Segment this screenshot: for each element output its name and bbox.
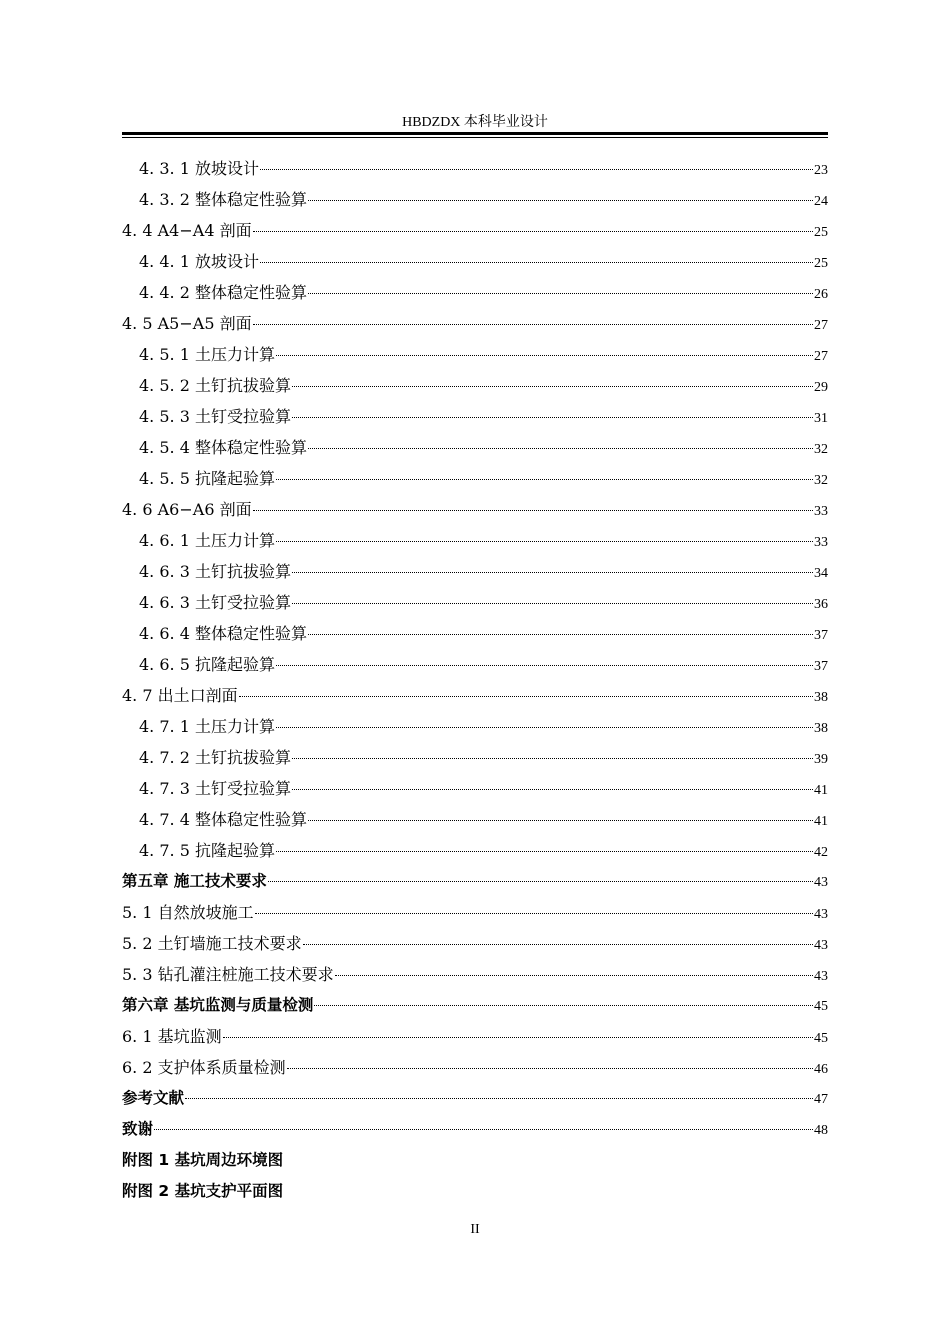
toc-entry-title: 4. 7 出土口剖面 bbox=[122, 686, 238, 705]
toc-entry[interactable] bbox=[122, 773, 828, 804]
toc-entry[interactable] bbox=[122, 742, 828, 773]
toc-entry-title: 4. 4 A4−A4 剖面 bbox=[122, 221, 252, 240]
toc-entry-title: 4. 5. 4 整体稳定性验算 bbox=[139, 438, 307, 457]
toc-entry-title: 4. 7. 2 土钉抗拔验算 bbox=[139, 748, 291, 767]
toc-entry-page: 41 bbox=[814, 783, 828, 798]
toc-entry-title: 4. 6. 3 土钉抗拔验算 bbox=[139, 562, 291, 581]
toc-dot-leader bbox=[308, 447, 813, 449]
toc-dot-leader bbox=[303, 943, 813, 945]
toc-entry-title: 4. 6. 1 土压力计算 bbox=[139, 531, 275, 550]
toc-dot-leader bbox=[335, 974, 813, 976]
toc-dot-leader bbox=[268, 880, 813, 882]
toc-entry-page: 29 bbox=[814, 380, 828, 395]
toc-dot-leader bbox=[260, 168, 813, 170]
toc-dot-leader bbox=[276, 726, 813, 728]
toc-entry[interactable] bbox=[122, 959, 828, 990]
toc-dot-leader bbox=[253, 230, 813, 232]
toc-entry-title: 6. 2 支护体系质量检测 bbox=[122, 1058, 286, 1077]
toc-dot-leader bbox=[185, 1097, 813, 1099]
toc-entry-page: 45 bbox=[814, 1031, 828, 1046]
toc-entry-title: 4. 7. 4 整体稳定性验算 bbox=[139, 810, 307, 829]
toc-entry-page: 43 bbox=[814, 938, 828, 953]
toc-entry-title: 4. 6 A6−A6 剖面 bbox=[122, 500, 252, 519]
toc-entry[interactable] bbox=[122, 835, 828, 866]
toc-dot-leader bbox=[314, 1004, 813, 1006]
toc-entry[interactable] bbox=[122, 618, 828, 649]
toc-dot-leader bbox=[276, 354, 813, 356]
header-rule-thin bbox=[122, 137, 828, 138]
toc-entry-title: 第六章 基坑监测与质量检测 bbox=[122, 996, 314, 1014]
toc-dot-leader bbox=[308, 819, 813, 821]
toc-dot-leader bbox=[292, 788, 813, 790]
toc-entry-page: 47 bbox=[814, 1092, 828, 1107]
toc-dot-leader bbox=[308, 199, 813, 201]
toc-entry-page: 27 bbox=[814, 349, 828, 364]
toc-entry[interactable] bbox=[122, 1083, 828, 1114]
toc-entry[interactable] bbox=[122, 1176, 828, 1207]
toc-entry-title: 4. 4. 1 放坡设计 bbox=[139, 252, 259, 271]
toc-entry-page: 23 bbox=[814, 163, 828, 178]
toc-entry-page: 43 bbox=[814, 907, 828, 922]
toc-entry-title: 4. 7. 3 土钉受拉验算 bbox=[139, 779, 291, 798]
toc-entry[interactable] bbox=[122, 184, 828, 215]
toc-dot-leader bbox=[287, 1067, 813, 1069]
toc-dot-leader bbox=[260, 261, 813, 263]
toc-entry-page: 41 bbox=[814, 814, 828, 829]
toc-entry-page: 25 bbox=[814, 256, 828, 271]
toc-entry-title: 附图 2 基坑支护平面图 bbox=[122, 1182, 284, 1200]
toc-dot-leader bbox=[276, 540, 813, 542]
toc-entry-page: 46 bbox=[814, 1062, 828, 1077]
toc-entry-page: 27 bbox=[814, 318, 828, 333]
header-rule-thick bbox=[122, 132, 828, 135]
toc-entry-page: 25 bbox=[814, 225, 828, 240]
toc-entry-page: 24 bbox=[814, 194, 828, 209]
toc-entry-title: 4. 4. 2 整体稳定性验算 bbox=[139, 283, 307, 302]
toc-entry-title: 致谢 bbox=[122, 1120, 154, 1138]
toc-entry-page: 26 bbox=[814, 287, 828, 302]
toc-dot-leader bbox=[276, 478, 813, 480]
table-of-contents bbox=[122, 153, 828, 1207]
toc-entry-page: 45 bbox=[814, 999, 828, 1014]
toc-dot-leader bbox=[253, 509, 813, 511]
toc-entry-page: 39 bbox=[814, 752, 828, 767]
page-number: II bbox=[470, 1222, 480, 1237]
toc-dot-leader bbox=[308, 292, 813, 294]
toc-entry-title: 4. 7. 5 抗隆起验算 bbox=[139, 841, 275, 860]
toc-entry-page: 38 bbox=[814, 721, 828, 736]
toc-entry[interactable] bbox=[122, 711, 828, 742]
toc-entry[interactable] bbox=[122, 277, 828, 308]
toc-entry[interactable] bbox=[122, 1052, 828, 1083]
toc-entry-page: 37 bbox=[814, 659, 828, 674]
toc-entry-title: 4. 6. 4 整体稳定性验算 bbox=[139, 624, 307, 643]
toc-dot-leader bbox=[154, 1128, 813, 1130]
toc-dot-leader bbox=[223, 1036, 813, 1038]
toc-dot-leader bbox=[292, 757, 813, 759]
toc-entry-title: 4. 6. 5 抗隆起验算 bbox=[139, 655, 275, 674]
toc-dot-leader bbox=[308, 633, 813, 635]
toc-entry-title: 4. 6. 3 土钉受拉验算 bbox=[139, 593, 291, 612]
toc-entry[interactable] bbox=[122, 432, 828, 463]
toc-entry[interactable] bbox=[122, 494, 828, 525]
toc-dot-leader bbox=[292, 602, 813, 604]
toc-entry[interactable] bbox=[122, 804, 828, 835]
toc-entry-title: 6. 1 基坑监测 bbox=[122, 1027, 222, 1046]
toc-entry[interactable] bbox=[122, 587, 828, 618]
toc-entry[interactable] bbox=[122, 897, 828, 928]
toc-entry-page: 32 bbox=[814, 442, 828, 457]
toc-entry-page: 42 bbox=[814, 845, 828, 860]
toc-entry-title: 第五章 施工技术要求 bbox=[122, 872, 267, 890]
toc-entry-title: 附图 1 基坑周边环境图 bbox=[122, 1151, 284, 1169]
toc-entry-page: 32 bbox=[814, 473, 828, 488]
toc-entry-page: 31 bbox=[814, 411, 828, 426]
toc-entry[interactable] bbox=[122, 1021, 828, 1052]
toc-entry-page: 43 bbox=[814, 969, 828, 984]
toc-entry[interactable] bbox=[122, 370, 828, 401]
toc-entry[interactable] bbox=[122, 246, 828, 277]
toc-entry[interactable] bbox=[122, 153, 828, 184]
toc-entry[interactable] bbox=[122, 1114, 828, 1145]
toc-entry[interactable] bbox=[122, 215, 828, 246]
toc-entry-page: 36 bbox=[814, 597, 828, 612]
toc-entry-title: 4. 5 A5−A5 剖面 bbox=[122, 314, 252, 333]
toc-entry-page: 33 bbox=[814, 535, 828, 550]
toc-entry-title: 4. 5. 1 土压力计算 bbox=[139, 345, 275, 364]
toc-entry-title: 4. 7. 1 土压力计算 bbox=[139, 717, 275, 736]
toc-entry-page: 38 bbox=[814, 690, 828, 705]
toc-entry[interactable] bbox=[122, 990, 828, 1021]
toc-dot-leader bbox=[292, 416, 813, 418]
toc-entry-title: 4. 3. 2 整体稳定性验算 bbox=[139, 190, 307, 209]
toc-entry-title: 4. 5. 5 抗隆起验算 bbox=[139, 469, 275, 488]
toc-entry-title: 5. 2 土钉墙施工技术要求 bbox=[122, 934, 302, 953]
toc-entry[interactable] bbox=[122, 649, 828, 680]
toc-entry-page: 34 bbox=[814, 566, 828, 581]
toc-entry-title: 5. 3 钻孔灌注桩施工技术要求 bbox=[122, 965, 334, 984]
toc-dot-leader bbox=[255, 912, 813, 914]
toc-entry-title: 4. 5. 3 土钉受拉验算 bbox=[139, 407, 291, 426]
toc-entry[interactable] bbox=[122, 339, 828, 370]
toc-entry-page: 37 bbox=[814, 628, 828, 643]
toc-dot-leader bbox=[292, 571, 813, 573]
toc-dot-leader bbox=[292, 385, 813, 387]
toc-entry-title: 4. 5. 2 土钉抗拔验算 bbox=[139, 376, 291, 395]
toc-entry-title: 5. 1 自然放坡施工 bbox=[122, 903, 254, 922]
toc-dot-leader bbox=[239, 695, 813, 697]
page-header-title: HBDZDX 本科毕业设计 bbox=[402, 115, 548, 130]
toc-entry[interactable] bbox=[122, 866, 828, 897]
toc-dot-leader bbox=[276, 664, 813, 666]
toc-entry-page: 48 bbox=[814, 1123, 828, 1138]
toc-entry-page: 33 bbox=[814, 504, 828, 519]
toc-entry[interactable] bbox=[122, 308, 828, 339]
toc-entry[interactable] bbox=[122, 401, 828, 432]
toc-entry-title: 参考文献 bbox=[122, 1089, 185, 1107]
toc-entry[interactable] bbox=[122, 928, 828, 959]
toc-entry[interactable] bbox=[122, 525, 828, 556]
toc-dot-leader bbox=[253, 323, 813, 325]
toc-entry[interactable] bbox=[122, 463, 828, 494]
toc-entry-page: 43 bbox=[814, 875, 828, 890]
toc-entry[interactable] bbox=[122, 680, 828, 711]
toc-dot-leader bbox=[276, 850, 813, 852]
toc-entry[interactable] bbox=[122, 556, 828, 587]
toc-entry[interactable] bbox=[122, 1145, 828, 1176]
toc-entry-title: 4. 3. 1 放坡设计 bbox=[139, 159, 259, 178]
